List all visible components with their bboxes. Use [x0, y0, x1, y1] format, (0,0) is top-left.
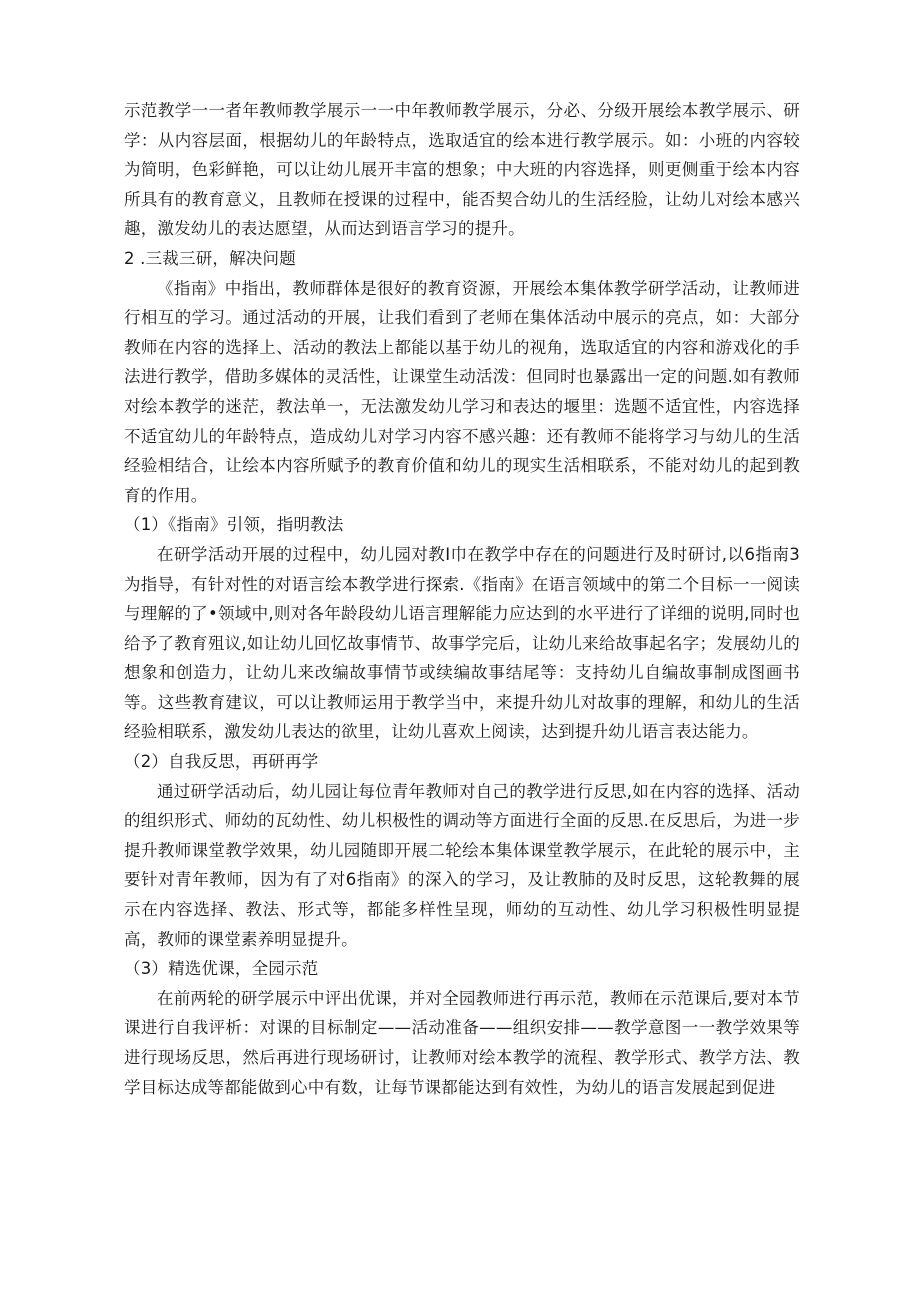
section-heading-2: 2 .三裁三研，解决问题	[124, 248, 296, 268]
paragraph-section-2: 《指南》中指出，教师群体是很好的教育资源，开展绘本集体教学研学活动，让教师进行相互的学习。通过活动的开展，让我们看到了老师在集体活动中展示的亮点，如：大部分教师在内容的选择上、活动的教法上都能以基于幼儿的视角，选取适宜的内容和游戏化的手法进行教学，借助多媒体的灵活性，让课堂生动活泼：但同时也暴露出一定的问题.如有教师对绘本教学的迷茫，教法单一，无法激发幼儿学习和表达的堰里：选题不适宜性，内容选择不适宜幼儿的年龄特点，造成幼儿对学习内容不感兴趣：还有教师不能将学习与幼儿的生活经验相结合，让绘本内容所赋予的教育价值和幼儿的现实生活相联系，不能对幼儿的起到教育的作用。	[124, 278, 800, 505]
subsection-heading-2: （2）自我反思，再研再学	[124, 752, 319, 772]
paragraph-intro: 示范教学一一者年教师教学展示一一中年教师教学展示，分必、分级开展绘本教学展示、研学：从内容层面，根据幼儿的年龄特点，选取适宜的绘本进行教学展示。如：小班的内容较为简明，色彩鲜艳，可以让幼儿展开丰富的想象；中大班的内容选择，则更侧重于绘本内容所具有的教育意义，且教师在授课的过程中，能否契合幼儿的生活经脸，让幼儿对绘本感兴趣，激发幼儿的表达愿望，从而达到语言学习的提升。	[124, 101, 800, 239]
paragraph-subsection-1: 在研学活动开展的过程中，幼儿园对教I巾在教学中存在的问题进行及时研讨,以6指南3为指导，有针对性的对语言绘本教学进行探索.《指南》在语言领域中的第二个目标一一阅读与理解的了•领域中,则对各年龄段幼儿语言理解能力应达到的水平进行了详细的说明,同时也给予了教育殂议,如让幼儿回忆故事情节、故事学完后，让幼儿来给故事起名字；发展幼儿的想象和创造力，让幼儿来改编故事情节或续编故事结尾等：支持幼儿自编故事制成图画书等。这些教育建议，可以让教师运用于教学当中，来提升幼儿对故事的理解，和幼儿的生活经验相联系，激发幼儿表达的欲里，让幼儿喜欢上阅读，达到提升幼儿语言表达能力。	[124, 544, 800, 742]
document-body	[124, 96, 800, 1102]
subsection-heading-1: （1）《指南》引领，指明教法	[124, 515, 344, 535]
subsection-heading-3: （3）精选优课，全园示范	[124, 959, 319, 979]
paragraph-subsection-3: 在前两轮的研学展示中评出优课，并对全园教师进行再示范，教师在示范课后,要对本节课进行自我评析：对课的目标制定——活动准备——组织安排——教学意图一一教学效果等进行现场反思，然后再进行现场研讨，让教师对绘本教学的流程、教学形式、教学方法、教学目标达成等都能做到心中有数，让每节课都能达到有效性，为幼儿的语言发展起到促进	[124, 988, 800, 1097]
paragraph-subsection-2: 通过研学活动后，幼儿园让每位青年教师对自己的教学进行反思,如在内容的选择、活动的组织形式、师幼的瓦幼性、幼儿枳极性的调动等方面进行全面的反思.在反思后，为进一步提升教师课堂教学效果，幼儿园随即开展二轮绘本集体课堂教学展示，在此轮的展示中，主要针对青年教师，因为有了对6指南》的深入的学习，及让教肺的及时反思，这轮教舞的展示在内容选择、教法、形式等，都能多样性呈现，师幼的互动性、幼儿学习积极性明显提高，教师的课堂素养明显提升。	[124, 781, 800, 949]
